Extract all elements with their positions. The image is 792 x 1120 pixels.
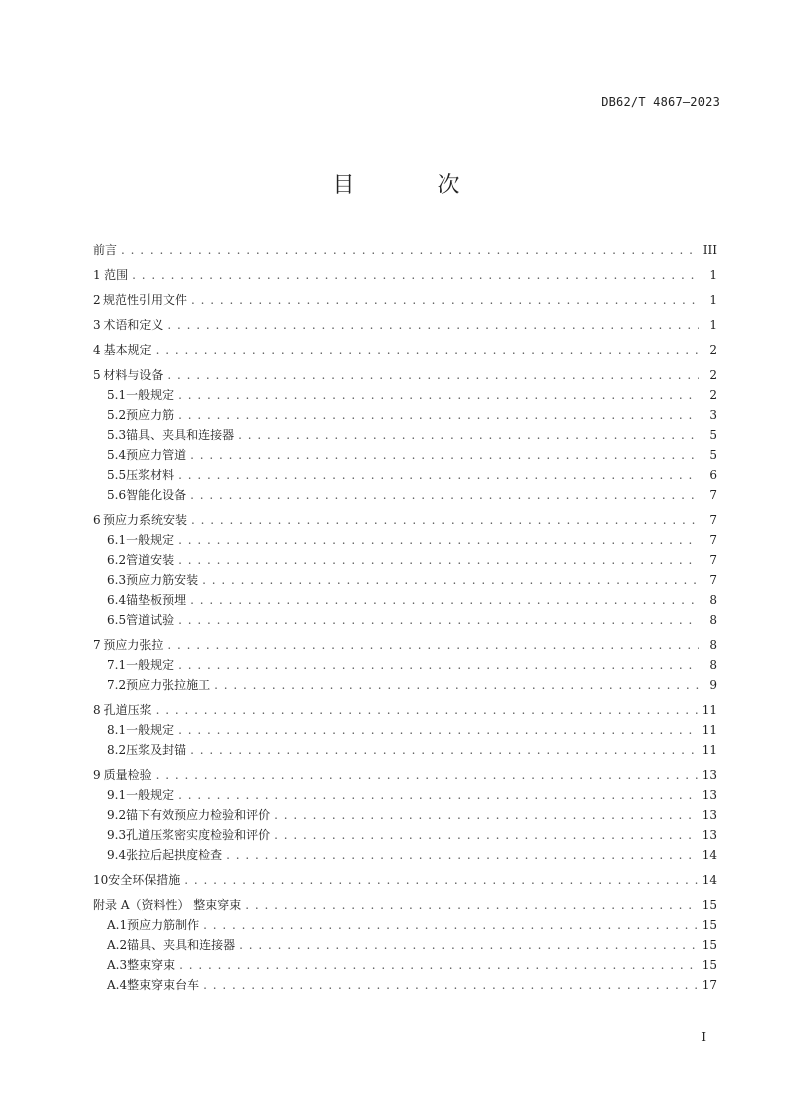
dot-leader (191, 510, 699, 530)
toc-entry-page: 8 (709, 638, 717, 652)
dot-leader (167, 365, 699, 385)
dot-leader (132, 265, 699, 285)
toc-entry[interactable] (93, 570, 717, 590)
toc-entry-number: 3 (93, 318, 101, 332)
toc-entry[interactable] (93, 845, 717, 865)
toc-entry-page: 15 (701, 958, 717, 972)
toc-entry-number: 10 (93, 873, 109, 887)
toc-entry-number: 5.2 (107, 408, 127, 422)
toc-entry-page: 7 (709, 488, 717, 502)
dot-leader (178, 405, 699, 425)
toc-entry[interactable] (93, 765, 717, 785)
toc-entry-label: 基本规定 (103, 343, 152, 357)
toc-entry-number: 4 (93, 343, 101, 357)
dot-leader (203, 915, 698, 935)
toc-entry[interactable] (93, 315, 717, 335)
dot-leader (245, 895, 697, 915)
toc-entry-label: 材料与设备 (103, 368, 164, 382)
toc-entry-label: 预应力系统安装 (102, 513, 187, 527)
toc-entry-number: 5.4 (107, 448, 127, 462)
toc-entry[interactable] (93, 700, 717, 720)
table-of-contents (93, 240, 717, 995)
toc-entry-page: 2 (709, 388, 717, 402)
toc-entry-label: 一般规定 (126, 533, 175, 547)
dot-leader (203, 975, 698, 995)
toc-entry-number: 9 (93, 768, 101, 782)
toc-entry-label: 预应力筋 (126, 408, 175, 422)
toc-entry[interactable] (93, 445, 717, 465)
dot-leader (190, 740, 698, 760)
toc-entry-label: 质量检验 (103, 768, 152, 782)
dot-leader (178, 385, 699, 405)
toc-entry[interactable] (93, 385, 717, 405)
toc-entry-page: 15 (701, 938, 717, 952)
dot-leader (184, 870, 697, 890)
toc-entry-number: 2 (93, 293, 101, 307)
dot-leader (238, 425, 699, 445)
toc-entry[interactable] (93, 425, 717, 445)
toc-entry[interactable] (93, 785, 717, 805)
toc-entry[interactable] (93, 935, 717, 955)
toc-entry-number: 9.3 (107, 828, 127, 842)
toc-entry[interactable] (93, 550, 717, 570)
toc-entry-page: 14 (701, 848, 717, 862)
toc-entry[interactable] (93, 740, 717, 760)
dot-leader (214, 675, 699, 695)
dot-leader (190, 485, 699, 505)
toc-entry[interactable] (93, 870, 717, 890)
dot-leader (178, 530, 699, 550)
toc-entry-page: 13 (701, 788, 717, 802)
toc-entry[interactable] (93, 675, 717, 695)
dot-leader (190, 590, 699, 610)
dot-leader (178, 785, 698, 805)
toc-entry-number: A.1 (107, 918, 128, 932)
toc-entry-page: 11 (701, 703, 717, 717)
toc-entry-page: 6 (709, 468, 717, 482)
toc-entry-number: 5 (93, 368, 101, 382)
toc-entry-page: 11 (701, 743, 717, 757)
toc-entry-number: 6.1 (107, 533, 127, 547)
toc-entry-page: 5 (709, 428, 717, 442)
toc-entry-label: 安全环保措施 (108, 873, 181, 887)
toc-entry-number: 6.3 (107, 573, 127, 587)
toc-entry-label: 整束穿束台车 (127, 978, 200, 992)
toc-entry[interactable] (93, 510, 717, 530)
toc-entry-label: 整束穿束 (127, 958, 176, 972)
toc-entry-label: 锚下有效预应力检验和评价 (126, 808, 271, 822)
toc-entry-number: A.3 (107, 958, 128, 972)
toc-entry[interactable] (93, 265, 717, 285)
toc-entry-number: 9.4 (107, 848, 127, 862)
toc-entry-page: 1 (709, 293, 717, 307)
toc-entry-page: 2 (709, 368, 717, 382)
toc-entry-page: 1 (709, 268, 717, 282)
toc-entry-label: 压浆及封锚 (126, 743, 187, 757)
toc-entry-page: 13 (701, 768, 717, 782)
toc-entry-label: 管道安装 (126, 553, 175, 567)
dot-leader (179, 955, 698, 975)
page-number: I (701, 1030, 706, 1044)
toc-entry-label: 智能化设备 (126, 488, 187, 502)
toc-entry-number: 7.1 (107, 658, 127, 672)
toc-entry-page: III (702, 243, 717, 257)
toc-entry[interactable] (93, 340, 717, 360)
toc-entry-number: 1 (93, 268, 101, 282)
dot-leader (156, 340, 699, 360)
toc-entry-label: 锚垫板预埋 (126, 593, 187, 607)
toc-entry-page: 7 (709, 533, 717, 547)
toc-entry-number: 9.2 (107, 808, 127, 822)
toc-entry-number: 8 (93, 703, 101, 717)
toc-entry[interactable] (93, 895, 717, 915)
dot-leader (167, 635, 699, 655)
toc-entry-label: 术语和定义 (103, 318, 164, 332)
document-code: DB62/T 4867—2023 (601, 95, 720, 109)
toc-entry-number: A.2 (107, 938, 128, 952)
toc-entry-page: 15 (701, 898, 717, 912)
toc-entry-page: 7 (709, 553, 717, 567)
dot-leader (239, 935, 698, 955)
dot-leader (274, 825, 698, 845)
toc-entry-label: 压浆材料 (126, 468, 175, 482)
toc-entry[interactable] (93, 805, 717, 825)
toc-entry-label: 一般规定 (126, 723, 175, 737)
toc-entry[interactable] (93, 530, 717, 550)
toc-entry-label: 一般规定 (126, 388, 175, 402)
toc-entry-label: 锚具、夹具和连接器 (127, 938, 236, 952)
dot-leader (190, 445, 699, 465)
toc-entry-page: 1 (709, 318, 717, 332)
dot-leader (178, 720, 698, 740)
toc-entry-page: 17 (701, 978, 717, 992)
toc-entry-number: 5.1 (107, 388, 127, 402)
toc-entry-page: 8 (709, 593, 717, 607)
toc-entry-page: 15 (701, 918, 717, 932)
toc-entry-label: 预应力管道 (126, 448, 187, 462)
toc-entry-number: 6 (93, 513, 101, 527)
toc-entry-page: 8 (709, 613, 717, 627)
toc-entry-label: 锚具、夹具和连接器 (126, 428, 235, 442)
toc-entry-number: 6.4 (107, 593, 127, 607)
toc-entry-page: 11 (701, 723, 717, 737)
toc-entry[interactable] (93, 465, 717, 485)
toc-entry[interactable] (93, 290, 717, 310)
dot-leader (274, 805, 698, 825)
toc-entry[interactable] (93, 655, 717, 675)
toc-entry[interactable] (93, 365, 717, 385)
toc-entry-page: 7 (709, 513, 717, 527)
dot-leader (178, 610, 699, 630)
toc-entry-number: 8.2 (107, 743, 127, 757)
toc-entry-label: 张拉后起拱度检查 (126, 848, 223, 862)
toc-entry-number: 7.2 (107, 678, 127, 692)
toc-entry-page: 2 (709, 343, 717, 357)
toc-entry[interactable] (93, 955, 717, 975)
toc-entry-label: 预应力张拉 (103, 638, 164, 652)
dot-leader (202, 570, 699, 590)
dot-leader (226, 845, 698, 865)
toc-entry-label: 孔道压浆 (103, 703, 152, 717)
toc-entry-number: 7 (93, 638, 101, 652)
toc-entry-page: 3 (709, 408, 717, 422)
page-title: 目 次 (332, 173, 498, 198)
dot-leader (178, 465, 699, 485)
toc-entry-number: 5.6 (107, 488, 127, 502)
toc-entry-number: 6.2 (107, 553, 127, 567)
toc-entry-label: 规范性引用文件 (102, 293, 187, 307)
toc-entry-page: 13 (701, 828, 717, 842)
toc-entry-number: 5.5 (107, 468, 127, 482)
dot-leader (156, 765, 698, 785)
dot-leader (121, 240, 699, 260)
dot-leader (156, 700, 698, 720)
toc-entry-label: 预应力筋制作 (127, 918, 200, 932)
toc-entry[interactable] (93, 635, 717, 655)
toc-entry-number: 6.5 (107, 613, 127, 627)
toc-entry[interactable] (93, 975, 717, 995)
toc-entry-number: 9.1 (107, 788, 127, 802)
dot-leader (191, 290, 699, 310)
toc-entry-number: A.4 (107, 978, 128, 992)
toc-entry-label: 一般规定 (126, 788, 175, 802)
toc-entry[interactable] (93, 915, 717, 935)
toc-entry[interactable] (93, 610, 717, 630)
toc-entry-label: 预应力筋安装 (126, 573, 199, 587)
toc-entry[interactable] (93, 405, 717, 425)
dot-leader (178, 655, 699, 675)
dot-leader (167, 315, 699, 335)
toc-entry[interactable] (93, 720, 717, 740)
toc-entry[interactable] (93, 485, 717, 505)
dot-leader (178, 550, 699, 570)
toc-entry[interactable] (93, 825, 717, 845)
toc-entry-label: 孔道压浆密实度检验和评价 (126, 828, 271, 842)
toc-entry-number: 5.3 (107, 428, 127, 442)
toc-entry-page: 8 (709, 658, 717, 672)
toc-entry-label: 一般规定 (126, 658, 175, 672)
toc-entry[interactable] (93, 590, 717, 610)
toc-entry-page: 5 (709, 448, 717, 462)
toc-entry-page: 14 (701, 873, 717, 887)
toc-entry-page: 7 (709, 573, 717, 587)
toc-entry-page: 13 (701, 808, 717, 822)
toc-entry-label: 管道试验 (126, 613, 175, 627)
toc-entry-number: 8.1 (107, 723, 127, 737)
toc-entry[interactable] (93, 240, 717, 260)
toc-entry-label: 预应力张拉施工 (126, 678, 211, 692)
toc-entry-page: 9 (709, 678, 717, 692)
toc-entry-label: 前言 (93, 243, 118, 257)
toc-entry-label: 附录 A（资料性） 整束穿束 (93, 898, 242, 912)
toc-entry-label: 范围 (104, 268, 129, 282)
